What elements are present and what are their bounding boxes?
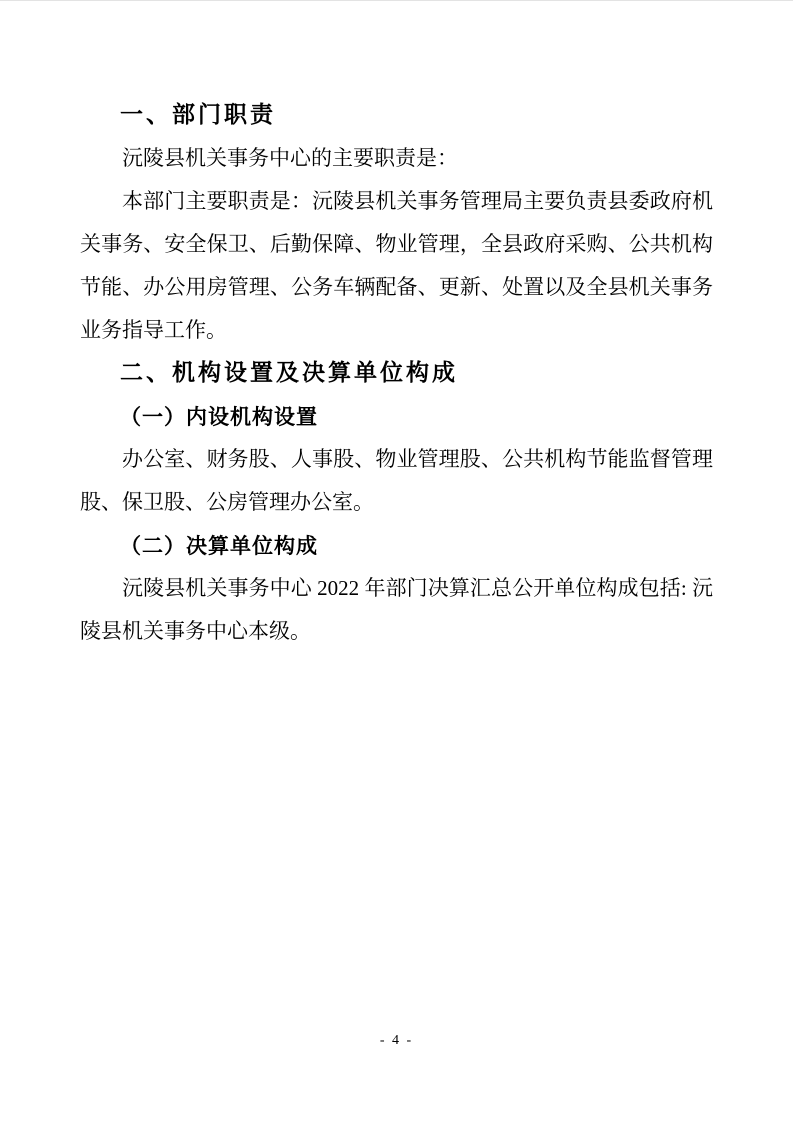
subsection-heading-internal-structure: （一）内设机构设置 [120,404,318,429]
page-number: - 4 - [379,1033,414,1048]
section-heading-department-duties: 一、部门职责 [120,102,276,128]
subsection-heading-accounting-units: （二）决算单位构成 [120,533,318,558]
paragraph-accounting-units: 沅陵县机关事务中心 2022 年部门决算汇总公开单位构成包括: 沅陵县机关事务中心本级。 [80,576,713,643]
paragraph-duties-detail: 本部门主要职责是：沅陵县机关事务管理局主要负责县委政府机关事务、安全保卫、后勤保障、物业管理，全县政府采购、公共机构节能、办公用房管理、公务车辆配备、更新、处置以及全县机关事务业务指导工作。 [80,189,713,342]
page-footer [0,1031,793,1051]
paragraph-duties-intro: 沅陵县机关事务中心的主要职责是： [122,146,458,170]
document-content [80,94,713,653]
paragraph-internal-structure: 办公室、财务股、人事股、物业管理股、公共机构节能监督管理股、保卫股、公房管理办公室。 [80,447,713,514]
section-heading-organization: 二、机构设置及决算单位构成 [120,360,458,386]
